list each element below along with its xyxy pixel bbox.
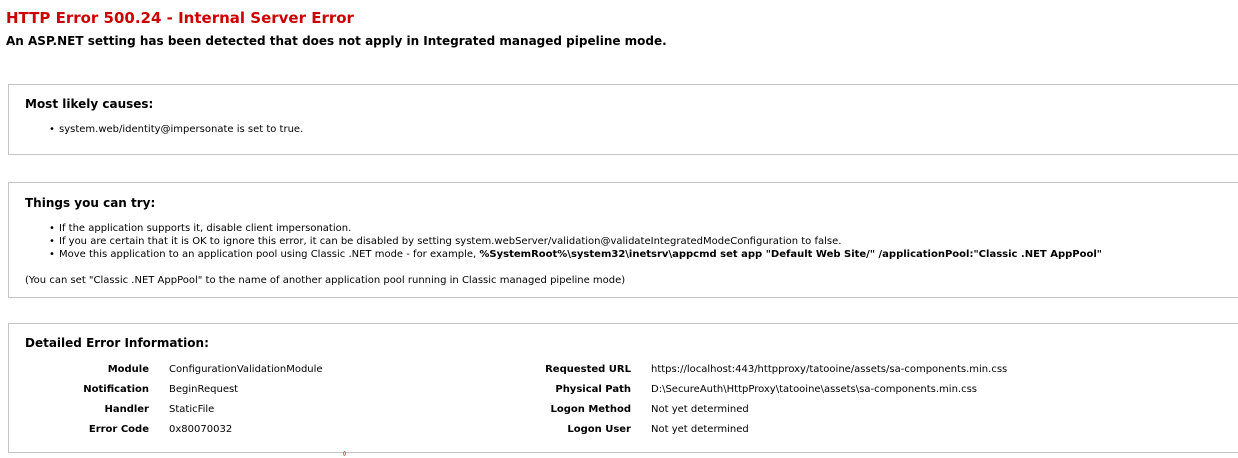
error-header [6, 8, 1226, 49]
error-subtitle: An ASP.NET setting has been detected that does not apply in Integrated managed pipeline mode. [6, 34, 667, 48]
detail-row-error-code [25, 423, 323, 443]
most-likely-causes-title: Most likely causes: [25, 97, 154, 111]
cursor-mark [343, 451, 346, 456]
detail-label: Handler [104, 404, 149, 415]
detail-row-logon-user [495, 423, 1007, 443]
detail-row-handler [25, 403, 323, 423]
detail-column-right [495, 363, 1007, 443]
detail-label: Module [107, 364, 149, 375]
detail-column-left [25, 363, 323, 443]
detail-value: StaticFile [169, 404, 215, 415]
try-item: • If the application supports it, disable client impersonation. [49, 222, 1102, 235]
things-you-can-try-panel [8, 182, 1238, 298]
detail-label: Physical Path [555, 384, 631, 395]
detail-value: ConfigurationValidationModule [169, 364, 323, 375]
detail-row-module [25, 363, 323, 383]
detail-value: BeginRequest [169, 384, 239, 395]
detail-row-requested-url [495, 363, 1007, 383]
detail-value: D:\SecureAuth\HttpProxy\tatooine\assets\sa-components.min.css [651, 384, 978, 395]
detail-value: https://localhost:443/httpproxy/tatooine/assets/sa-components.min.css [651, 364, 1008, 375]
detail-row-logon-method [495, 403, 1007, 423]
apppool-note: (You can set "Classic .NET AppPool" to the name of another application pool running in Classic managed pipeline mode) [25, 275, 626, 286]
cause-item: • system.web/identity@impersonate is set to true. [49, 123, 303, 136]
try-item-text: Move this application to an application pool using Classic .NET mode - for example, [59, 249, 480, 260]
try-item: • If you are certain that it is OK to ignore this error, it can be disabled by setting system.webServer/validation@validateIntegratedModeConfiguration to false. [49, 235, 1102, 248]
error-title: HTTP Error 500.24 - Internal Server Error [6, 9, 354, 27]
most-likely-causes-panel [8, 84, 1238, 155]
detailed-error-information-title: Detailed Error Information: [25, 336, 209, 350]
detail-row-physical-path [495, 383, 1007, 403]
detail-label: Notification [83, 384, 149, 395]
detail-row-notification [25, 383, 323, 403]
detailed-error-information-panel [8, 323, 1238, 453]
detail-value: Not yet determined [651, 424, 749, 435]
things-you-can-try-title: Things you can try: [25, 196, 156, 210]
detail-label: Error Code [88, 424, 149, 435]
causes-list [49, 123, 303, 136]
detail-label: Logon Method [550, 404, 631, 415]
detail-value: Not yet determined [651, 404, 749, 415]
detail-label: Logon User [567, 424, 631, 435]
detail-value: 0x80070032 [169, 424, 233, 435]
appcmd-command: %SystemRoot%\system32\inetsrv\appcmd set app "Default Web Site/" /applicationPool:"Classic .NET AppPool" [479, 249, 1102, 260]
try-list [49, 222, 1102, 261]
try-item-classic-pool [49, 248, 1102, 261]
detail-label: Requested URL [545, 364, 631, 375]
